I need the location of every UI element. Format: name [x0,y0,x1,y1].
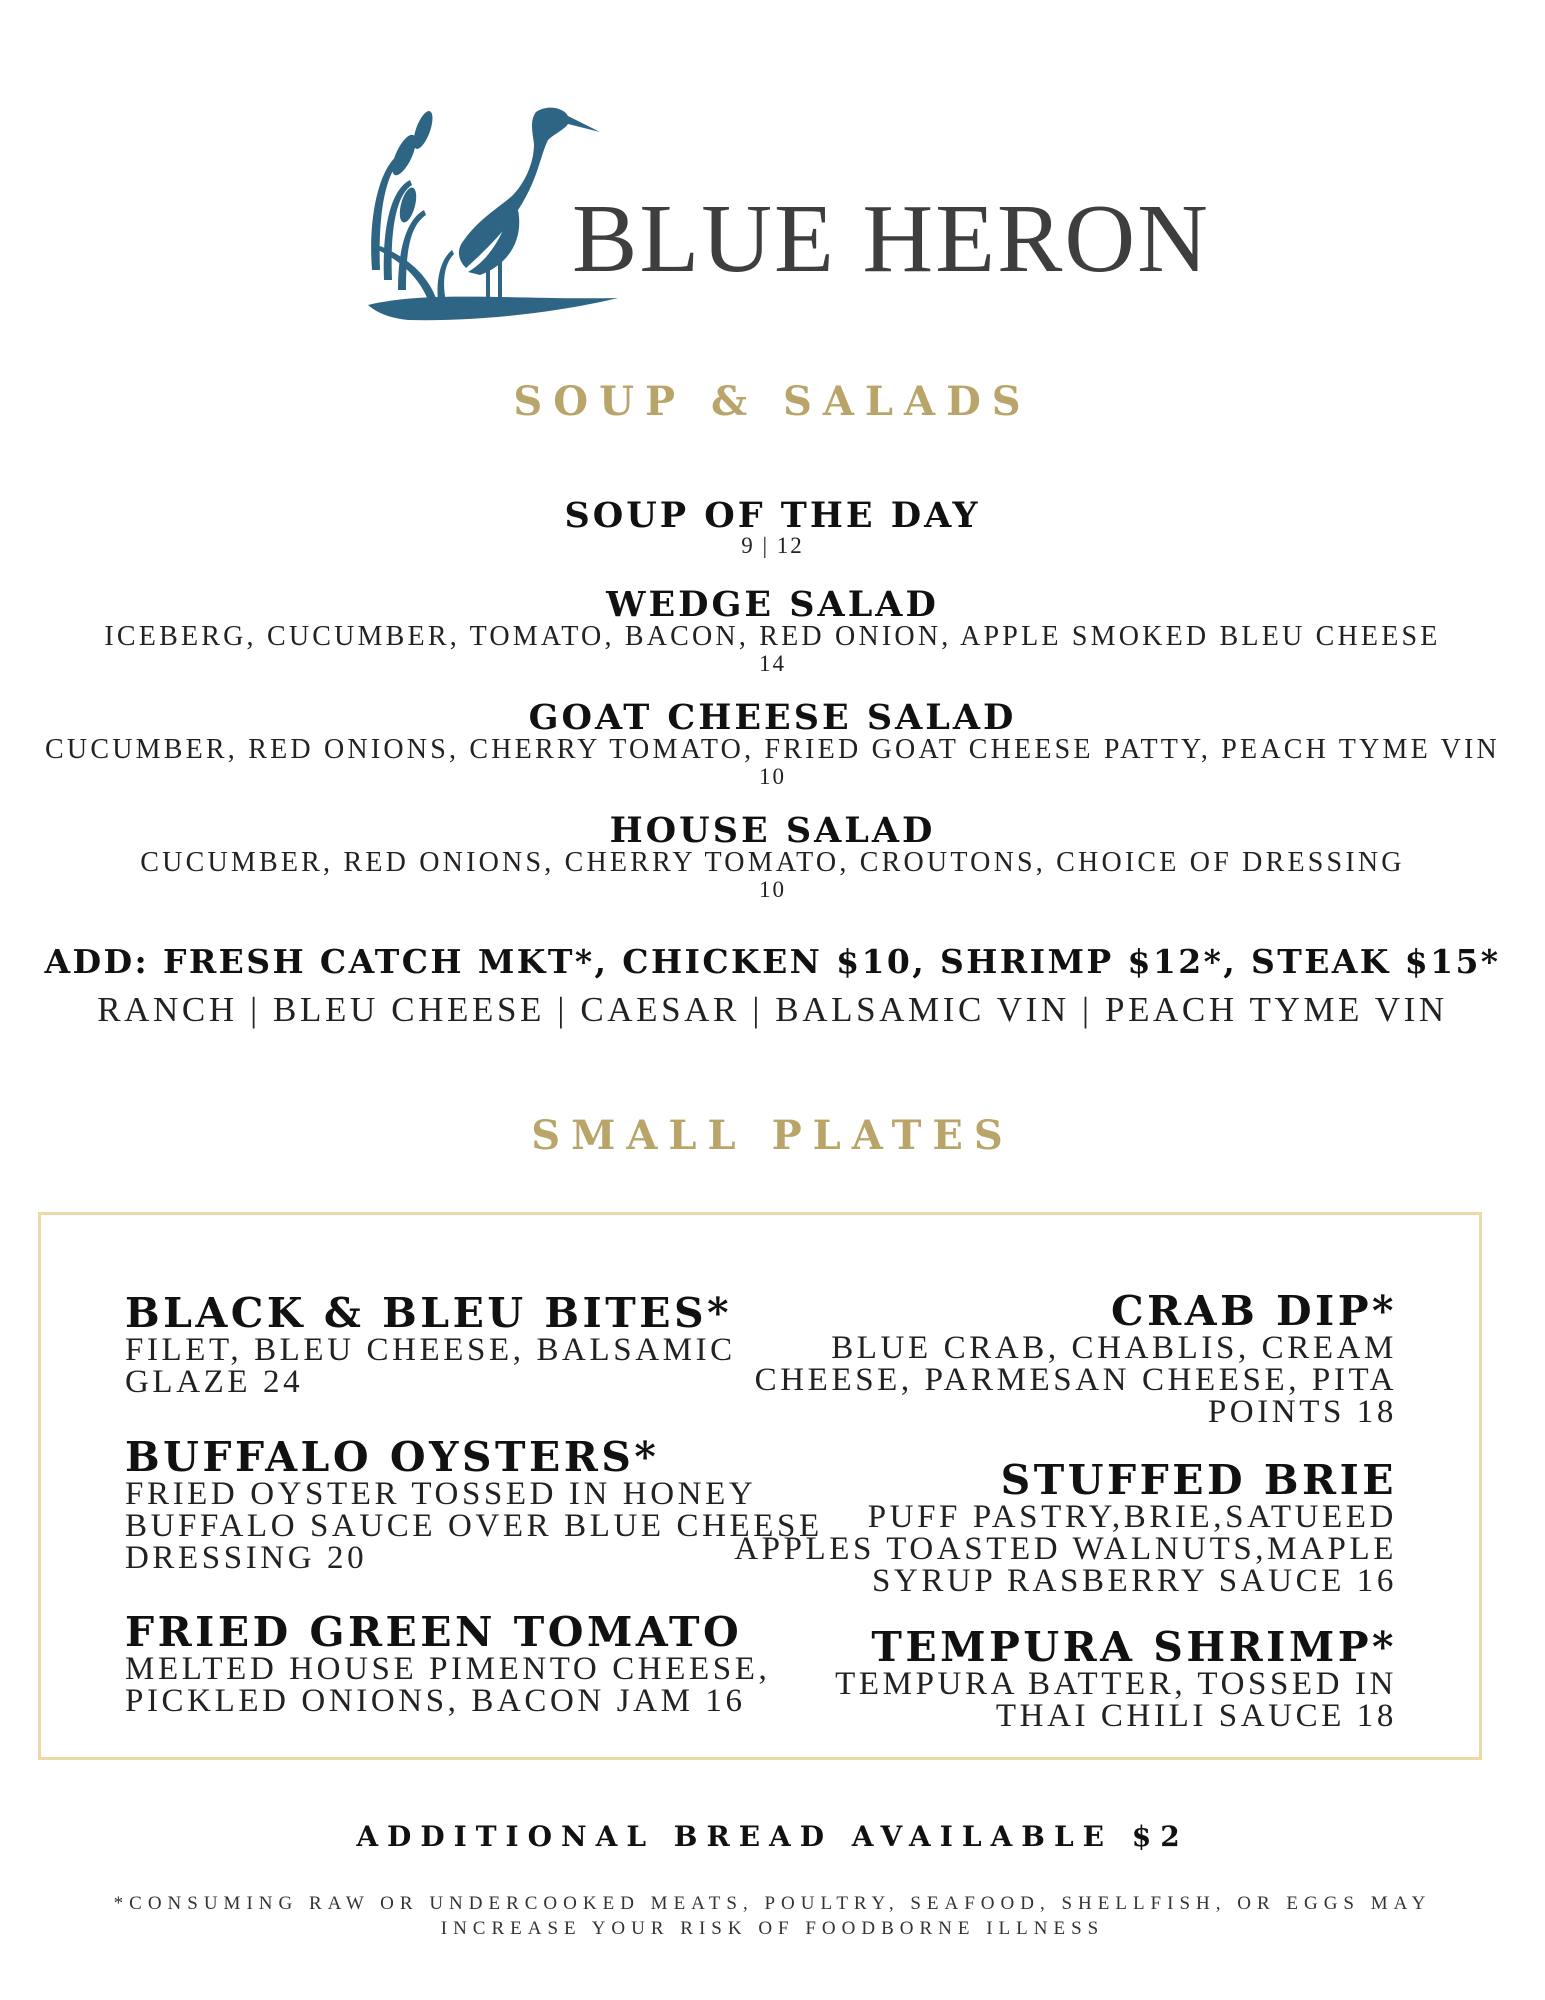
disclaimer-line-2: INCREASE YOUR RISK OF FOODBORNE ILLNESS [440,1918,1105,1939]
plate-desc-line: FILET, BLEU CHEESE, BALSAMIC [125,1332,736,1368]
plate-desc-line: TEMPURA BATTER, TOSSED IN [835,1666,1397,1702]
plate-desc-line: MELTED HOUSE PIMENTO CHEESE, [125,1651,771,1687]
plate-desc-line: CHEESE, PARMESAN CHEESE, PITA [754,1362,1397,1398]
plate-desc-line: PUFF PASTRY,BRIE,SATUEED [867,1499,1397,1535]
salad-addons: ADD: FRESH CATCH MKT*, CHICKEN $10, SHRIMP $12*, STEAK $15* [44,942,1501,981]
plate-name: CRAB DIP* [1111,1287,1397,1335]
plate-name: TEMPURA SHRIMP* [871,1623,1397,1671]
plate-crab-dip [697,1287,1397,1430]
plate-desc-line: GLAZE 24 [125,1364,304,1400]
plate-name: STUFFED BRIE [1000,1456,1397,1504]
item-desc-house: CUCUMBER, RED ONIONS, CHERRY TOMATO, CROUTONS, CHOICE OF DRESSING [140,847,1405,878]
plate-tempura-shrimp [697,1623,1397,1734]
item-name-house: HOUSE SALAD [609,810,936,851]
item-desc-goat: CUCUMBER, RED ONIONS, CHERRY TOMATO, FRIED GOAT CHEESE PATTY, PEACH TYME VIN [45,734,1500,765]
plate-desc-line: POINTS 18 [1207,1394,1397,1430]
plate-name: BUFFALO OYSTERS* [125,1433,660,1481]
plate-name: BLACK & BLEU BITES* [125,1289,733,1337]
item-name-goat: GOAT CHEESE SALAD [528,697,1017,738]
plate-name: FRIED GREEN TOMATO [125,1608,743,1656]
plate-desc-line: APPLES TOASTED WALNUTS,MAPLE [734,1531,1397,1567]
plate-desc-line: DRESSING 20 [125,1540,368,1576]
plate-desc-line: FRIED OYSTER TOSSED IN HONEY [125,1476,757,1512]
item-name-wedge: WEDGE SALAD [606,584,939,625]
item-price-house: 10 [759,877,786,902]
small-plates-box [38,1212,1482,1760]
plate-desc-line: THAI CHILI SAUCE 18 [995,1698,1397,1734]
item-price-wedge: 14 [759,651,786,676]
section-title-soup-salads: SOUP & SALADS [513,378,1032,425]
item-desc-wedge: ICEBERG, CUCUMBER, TOMATO, BACON, RED ONION, APPLE SMOKED BLEU CHEESE [104,621,1441,652]
disclaimer-line-1: *CONSUMING RAW OR UNDERCOOKED MEATS, POULTRY, SEAFOOD, SHELLFISH, OR EGGS MAY [113,1893,1432,1914]
additional-bread-note: ADDITIONAL BREAD AVAILABLE $2 [356,1820,1189,1853]
plate-desc-line: SYRUP RASBERRY SAUCE 16 [871,1563,1397,1599]
item-price-goat: 10 [759,764,786,789]
item-price-soup: 9 | 12 [741,533,804,558]
plate-stuffed-brie [697,1456,1397,1599]
section-title-small-plates: SMALL PLATES [531,1112,1014,1159]
brand-name: BLUE HERON [572,185,1210,293]
plate-desc-line: BUFFALO SAUCE OVER BLUE CHEESE [125,1508,823,1544]
plate-desc-line: BLUE CRAB, CHABLIS, CREAM [831,1330,1397,1366]
item-name-soup: SOUP OF THE DAY [564,495,981,536]
dressing-options: RANCH | BLEU CHEESE | CAESAR | BALSAMIC VIN | PEACH TYME VIN [97,990,1448,1029]
plate-desc-line: PICKLED ONIONS, BACON JAM 16 [125,1683,746,1719]
